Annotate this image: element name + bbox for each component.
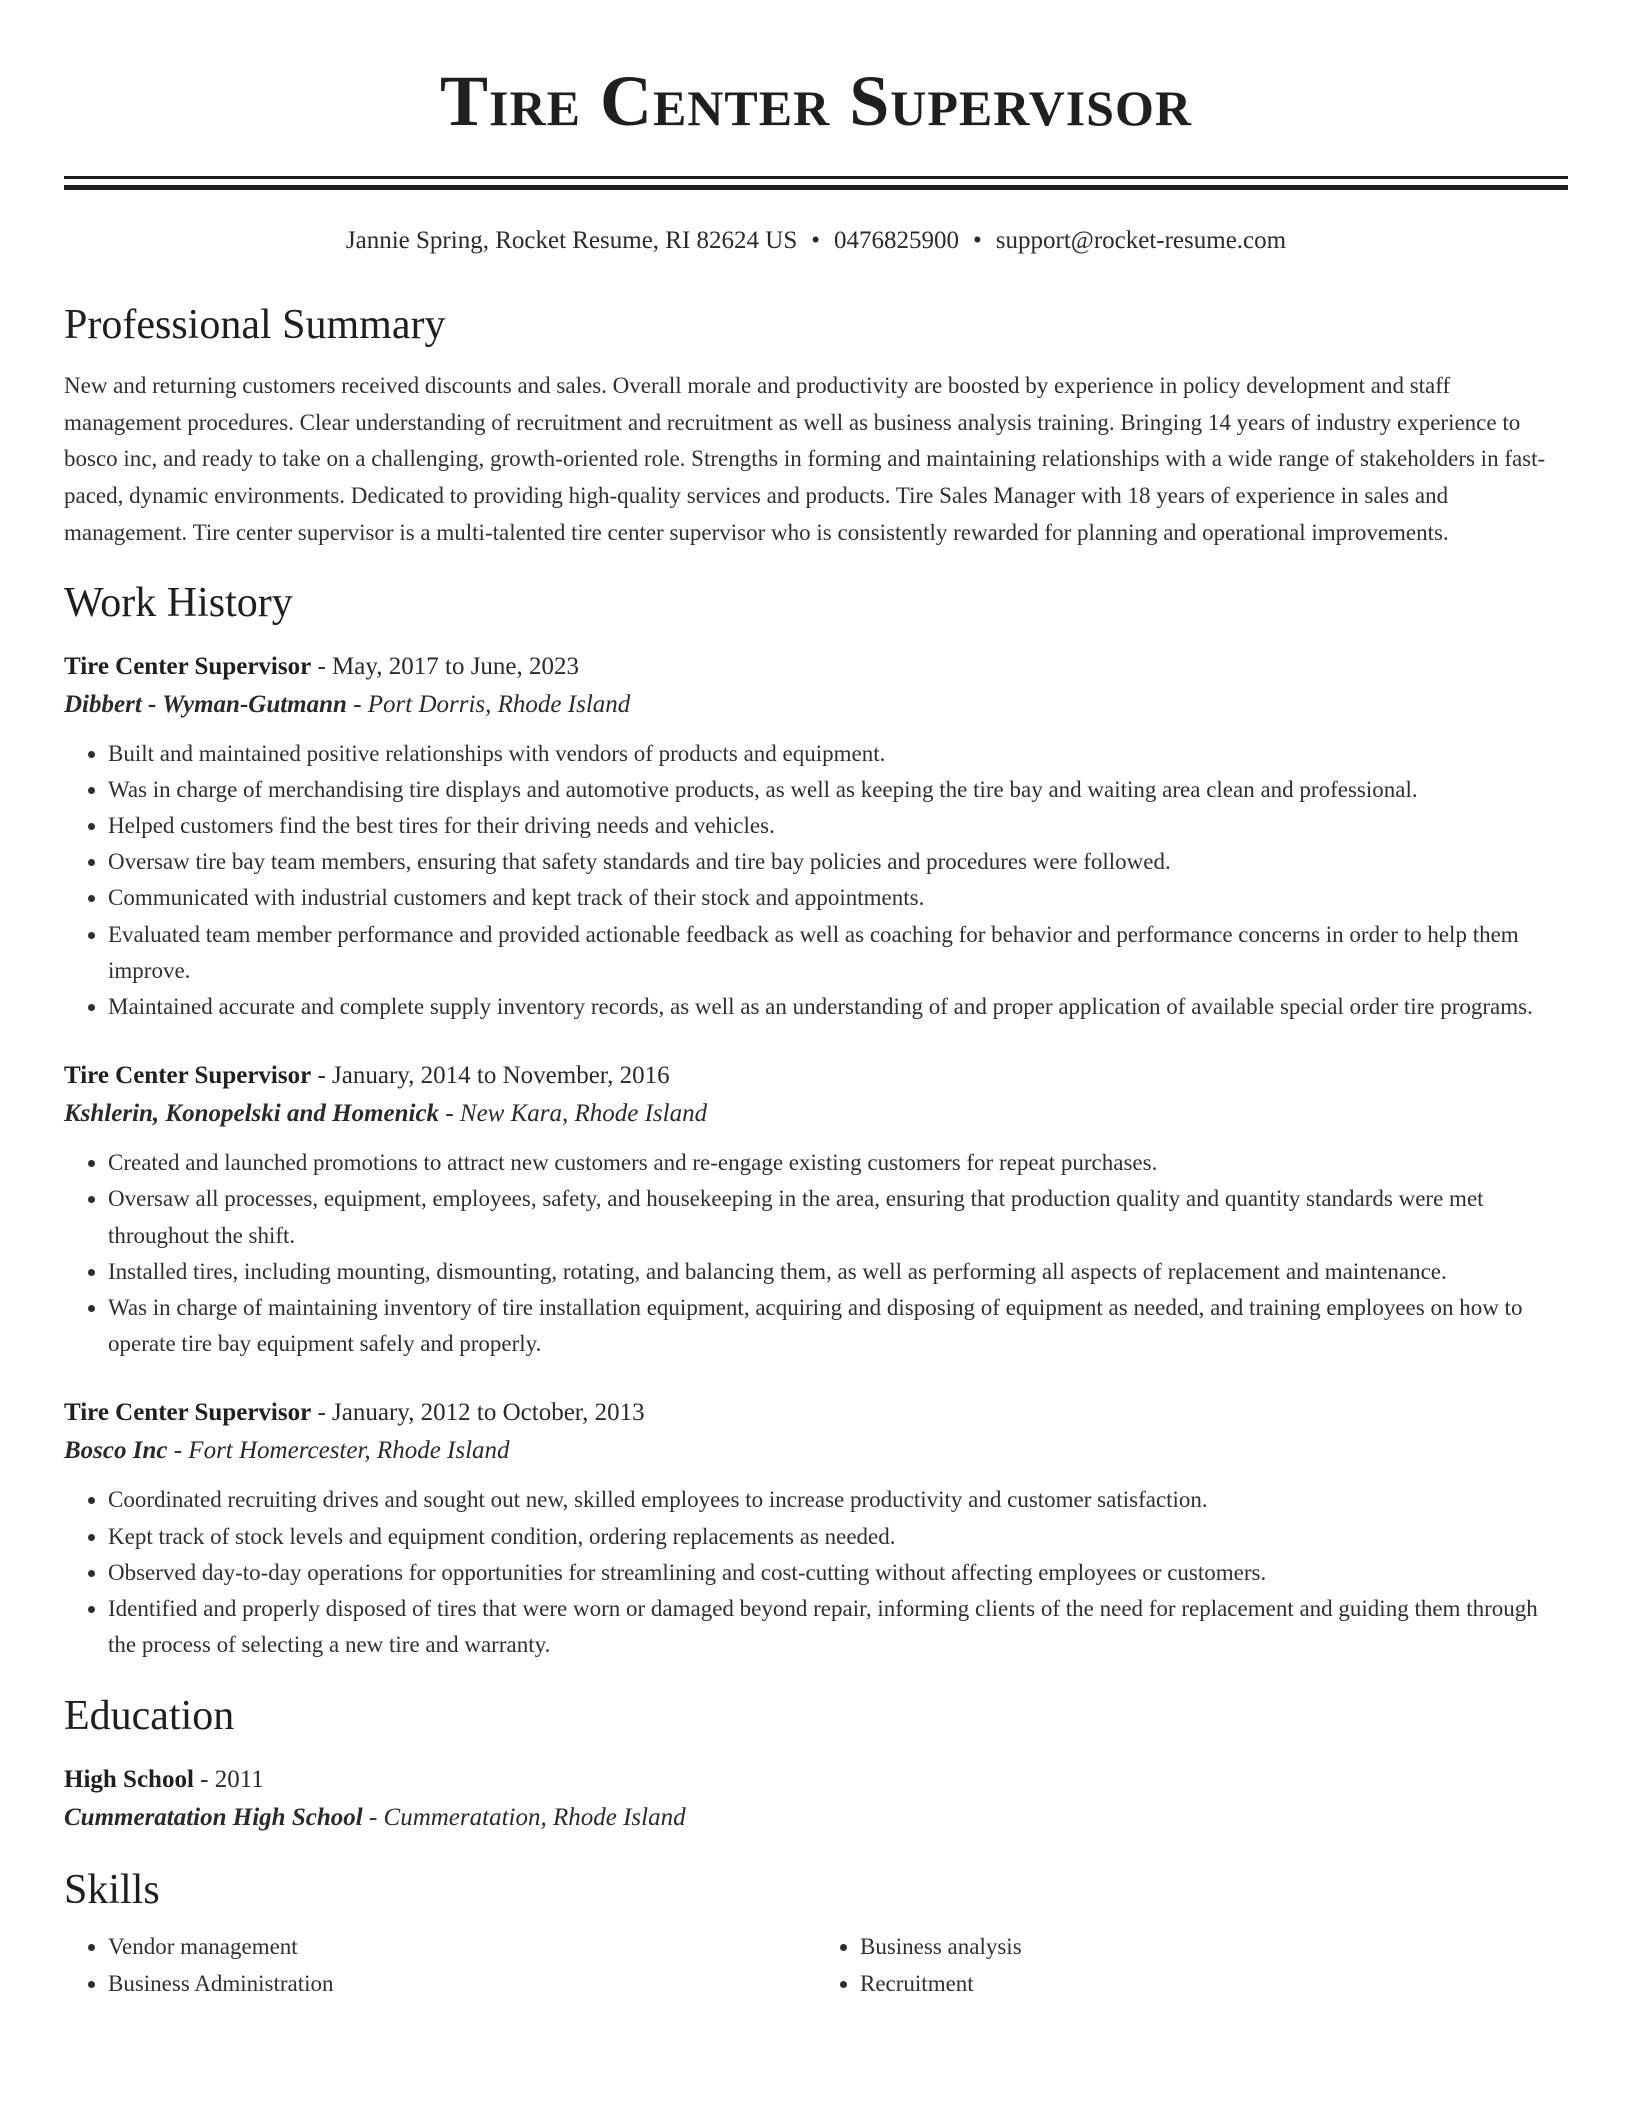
job-title: Tire Center Supervisor <box>64 1399 312 1427</box>
skill-item: • Vendor management <box>108 1929 816 1965</box>
job-bullet: • Identified and properly disposed of tires that were worn or damaged beyond repair, informing clients of the need for replacement and guiding them through the process of selecting a new tire and warranty. <box>108 1591 1568 1663</box>
job-title-line <box>64 1394 1568 1432</box>
job-bullet: • Evaluated team member performance and provided actionable feedback as well as coaching for behavior and performance concerns in order to help them improve. <box>108 917 1568 989</box>
job-bullet: • Maintained accurate and complete supply inventory records, as well as an understanding of and proper application of available special order tire programs. <box>108 989 1568 1025</box>
section-heading-skills: Skills <box>64 1867 160 1914</box>
resume-title: Tire Center Supervisor <box>440 61 1192 141</box>
education-entry <box>64 1761 1568 1837</box>
job-bullet: • Coordinated recruiting drives and sought out new, skilled employees to increase productivity and customer satisfaction. <box>108 1482 1568 1518</box>
contact-separator: • <box>973 227 982 254</box>
title-divider-thick <box>64 185 1568 190</box>
job-bullets <box>64 736 1568 1026</box>
job-company-line <box>64 686 1568 724</box>
job-title-line <box>64 648 1568 686</box>
education-school-line <box>64 1799 1568 1837</box>
job-company-line <box>64 1432 1568 1470</box>
job-bullet: • Communicated with industrial customers and kept track of their stock and appointments. <box>108 880 1568 916</box>
contact-line <box>64 224 1568 258</box>
job-company: Bosco Inc <box>64 1437 168 1465</box>
job-bullet: • Installed tires, including mounting, dismounting, rotating, and balancing them, as well as performing all aspects of replacement and maintenance. <box>108 1254 1568 1290</box>
job-title: Tire Center Supervisor <box>64 1062 312 1090</box>
job-company-line <box>64 1095 1568 1133</box>
job-entry <box>64 648 1568 1026</box>
education-year: - 2011 <box>193 1766 264 1794</box>
job-dates: - January, 2012 to October, 2013 <box>311 1399 645 1427</box>
job-entry <box>64 1394 1568 1663</box>
contact-email: support@rocket-resume.com <box>995 227 1287 254</box>
job-dates: - May, 2017 to June, 2023 <box>311 652 580 680</box>
job-bullet: • Oversaw all processes, equipment, employees, safety, and housekeeping in the area, ensuring that production quality and quantity standards were met throughout the shift. <box>108 1181 1568 1253</box>
job-dates: - January, 2014 to November, 2016 <box>311 1062 670 1090</box>
job-bullet: • Oversaw tire bay team members, ensuring that safety standards and tire bay policies and procedures were followed. <box>108 844 1568 880</box>
job-company: Kshlerin, Konopelski and Homenick <box>64 1100 440 1128</box>
skill-item: • Business analysis <box>860 1929 1568 1965</box>
summary-text: New and returning customers received discounts and sales. Overall morale and productivity are boosted by experience in policy development and staff management procedures. Clear understanding of recruitment and recruitment as well as business analysis training. Bringing 14 years of industry experience to bosco inc, and ready to take on a challenging, growth-oriented role. Strengths in forming and maintaining relationships with a wide range of stakeholders in fast-paced, dynamic environments. Dedicated to providing high-quality services and products. Tire Sales Manager with 18 years of experience in sales and management. Tire center supervisor is a multi-talented tire center supervisor who is consistently rewarded for planning and operational improvements. <box>64 373 1546 545</box>
skills-column-left <box>64 1929 816 2001</box>
job-bullet: • Helped customers find the best tires for their driving needs and vehicles. <box>108 808 1568 844</box>
contact-phone: 0476825900 <box>834 227 960 254</box>
job-title-line <box>64 1057 1568 1095</box>
job-bullet: • Was in charge of maintaining inventory of tire installation equipment, acquiring and disposing of equipment as needed, and training employees on how to operate tire bay equipment safely and properly. <box>108 1290 1568 1362</box>
education-degree-line <box>64 1761 1568 1799</box>
job-location: - Port Dorris, Rhode Island <box>346 690 631 718</box>
job-bullet: • Observed day-to-day operations for opportunities for streamlining and cost-cutting without affecting employees or customers. <box>108 1555 1568 1591</box>
section-heading-education: Education <box>64 1693 235 1740</box>
contact-separator: • <box>811 227 821 254</box>
education-school: Cummeratation High School <box>64 1804 363 1832</box>
job-bullets <box>64 1145 1568 1362</box>
contact-address: Jannie Spring, Rocket Resume, RI 82624 US <box>345 227 798 254</box>
skills-list <box>64 1929 1568 2001</box>
job-location: - New Kara, Rhode Island <box>439 1100 708 1128</box>
job-location: - Fort Homercester, Rhode Island <box>167 1437 510 1465</box>
skills-column-right <box>816 1929 1568 2001</box>
title-divider-thin <box>64 176 1568 179</box>
education-location: - Cummeratation, Rhode Island <box>362 1804 686 1832</box>
job-bullet: • Built and maintained positive relationships with vendors of products and equipment. <box>108 736 1568 772</box>
skill-item: • Business Administration <box>108 1966 816 2002</box>
job-title: Tire Center Supervisor <box>64 652 312 680</box>
job-bullet: • Was in charge of merchandising tire displays and automotive products, as well as keeping the tire bay and waiting area clean and professional. <box>108 772 1568 808</box>
education-degree: High School <box>64 1766 194 1794</box>
section-heading-summary: Professional Summary <box>64 302 446 348</box>
job-company: Dibbert - Wyman-Gutmann <box>64 690 347 718</box>
job-bullets <box>64 1482 1568 1663</box>
section-heading-work-history: Work History <box>64 579 293 626</box>
job-bullet: • Kept track of stock levels and equipment condition, ordering replacements as needed. <box>108 1519 1568 1555</box>
skill-item: • Recruitment <box>860 1966 1568 2002</box>
job-entry <box>64 1057 1568 1362</box>
job-bullet: • Created and launched promotions to attract new customers and re-engage existing customers for repeat purchases. <box>108 1145 1568 1181</box>
